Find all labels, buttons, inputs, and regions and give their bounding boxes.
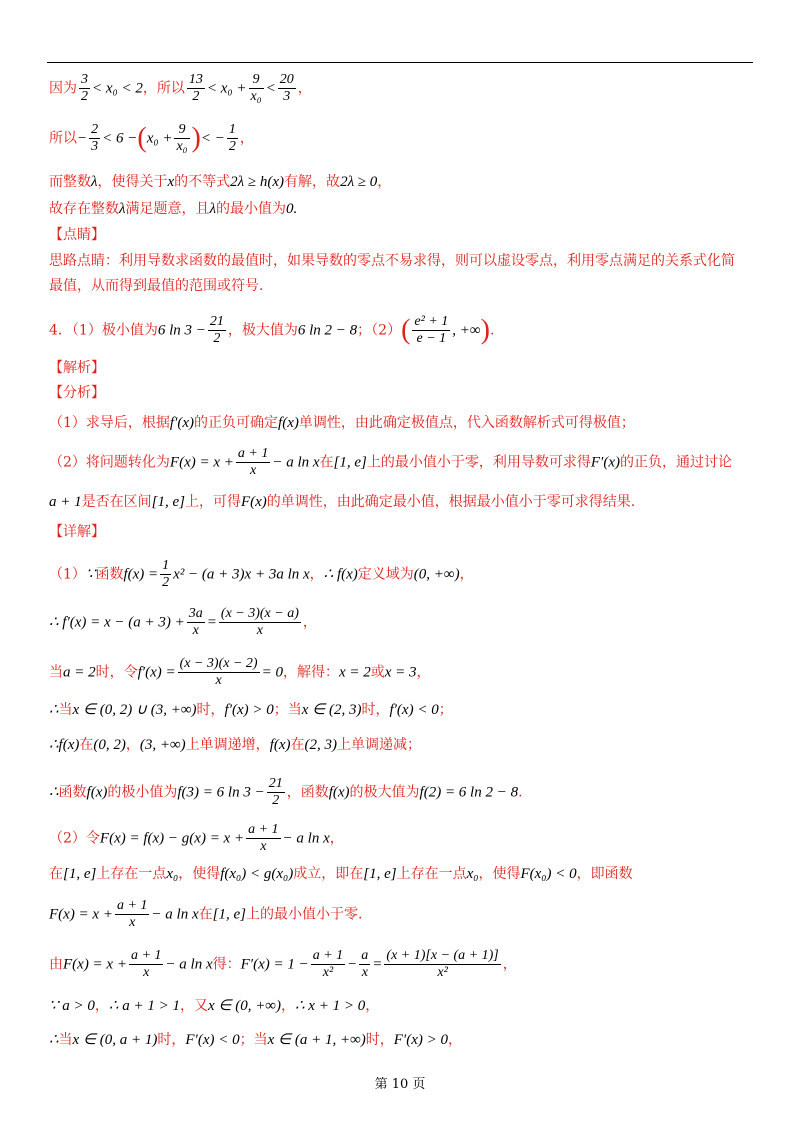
math-expression: [1, e] <box>212 906 246 923</box>
math-expression: x = 3 <box>384 664 417 681</box>
text-span: ， <box>94 998 109 1014</box>
paren-right: ) <box>191 122 201 154</box>
fraction-denominator: 2 <box>192 89 200 104</box>
fraction-denominator: x <box>129 915 136 930</box>
paren: ) <box>480 314 490 346</box>
text-span: ；当 <box>273 702 302 718</box>
math-expression: x ∈ (2, 3) <box>301 702 362 718</box>
fraction-denominator: 3 <box>91 139 99 154</box>
line-23 <box>49 898 362 931</box>
math-expression: (2, 3) <box>304 737 338 753</box>
line-20 <box>49 776 523 809</box>
text-span: 由 <box>49 956 63 973</box>
fraction-numerator: 1 <box>162 558 170 573</box>
line-11 <box>49 413 635 433</box>
math-expression: x₀ <box>466 866 479 882</box>
math-expression: f(x) <box>278 415 299 431</box>
math: x₀ + <box>146 130 173 147</box>
text-span: 当 <box>58 702 73 718</box>
fraction <box>227 122 238 155</box>
math-expression: = 0 <box>261 664 283 681</box>
text-span: ， <box>447 1032 462 1048</box>
text-span: 当 <box>49 664 63 681</box>
text-span: 在 <box>79 737 94 753</box>
math: < x₀ + <box>206 80 247 97</box>
fraction <box>115 898 149 931</box>
text-span: ， <box>416 664 431 681</box>
text-span: 的正负可确定 <box>194 415 279 431</box>
fraction-denominator: x² <box>437 965 448 980</box>
fraction <box>311 948 345 981</box>
fraction-denominator: 2 <box>228 139 236 154</box>
math-expression: F′(x) < 0 <box>185 1032 240 1048</box>
text: ， <box>297 80 312 97</box>
math-expression: (3, +∞) <box>139 737 186 753</box>
fraction <box>160 558 171 591</box>
math: < − <box>200 130 225 147</box>
fraction-numerator: a <box>361 948 369 963</box>
math: < 6 − <box>102 130 138 147</box>
math-expression: ∴ f(x) <box>323 566 358 583</box>
math-expression: ∴ a + 1 > 1 <box>108 998 180 1014</box>
text-span: 时， <box>361 702 390 718</box>
text-span: 上的最小值小于零，利用导数可求得 <box>366 454 591 471</box>
math-expression: f(x) <box>269 737 291 753</box>
line-25 <box>49 996 379 1016</box>
text-span: ， <box>309 566 324 583</box>
text-span: 的极小值为 <box>107 784 178 801</box>
text-span: 上，可得 <box>184 494 241 510</box>
math-expression: ∵ <box>85 566 96 583</box>
math-expression: F′(x) > 0 <box>393 1032 448 1048</box>
text-span: ，解得： <box>282 664 339 681</box>
fraction <box>384 948 500 981</box>
fraction-numerator: 9 <box>249 72 264 89</box>
math-expression: [1, e] <box>333 454 367 471</box>
math: − <box>77 130 88 147</box>
text-span: （1）求导后，根据 <box>49 415 170 431</box>
text-span: 满足题意，且 <box>125 201 210 217</box>
text-span: 【详解】 <box>49 524 105 540</box>
math-expression: 2λ ≥ 0 <box>340 174 378 190</box>
fraction <box>249 72 264 105</box>
math-expression: x ∈ (a + 1, +∞) <box>267 1032 366 1048</box>
text-span: 上存在一点 <box>396 866 467 882</box>
line-21 <box>49 822 344 855</box>
text-span: 得： <box>212 956 241 973</box>
math-expression: f′(x) <box>169 415 195 431</box>
math-expression: ∴ <box>49 702 59 718</box>
text-span: 或 <box>370 664 385 681</box>
text-span: . <box>489 322 495 339</box>
line-26 <box>49 1030 462 1050</box>
fraction-numerator: a + 1 <box>248 822 279 837</box>
text-span: ，使得 <box>178 866 221 882</box>
text: ，所以 <box>142 80 185 97</box>
math-expression: F(x) <box>240 494 267 510</box>
text: ， <box>239 130 254 147</box>
line-22 <box>49 864 633 884</box>
text-span: （2）将问题转化为 <box>49 454 170 471</box>
math-expression: f(x) <box>328 784 350 801</box>
fraction-denominator: x₀ <box>176 139 188 154</box>
text-span: 当 <box>58 1032 73 1048</box>
text-span: 单调性，由此确定极值点，代入函数解析式可得极值； <box>298 415 635 431</box>
text-span: 在 <box>290 737 305 753</box>
text-span: 而整数 <box>49 174 91 190</box>
math: < x₀ < 2 <box>92 80 143 97</box>
math-expression: F(x) = f(x) − g(x) = x + <box>99 830 245 847</box>
page-footer: 第 10 页 <box>374 1077 426 1092</box>
text-span: ， <box>302 614 317 631</box>
math-expression: F′(x) <box>590 454 620 471</box>
text-span: 【分析】 <box>49 385 105 401</box>
text-span: ，极大值为 <box>227 322 298 339</box>
math-expression: (0, 2) <box>93 737 126 753</box>
math-expression: x² − (a + 3)x + 3a ln x <box>173 566 310 583</box>
fraction <box>187 72 205 105</box>
text-span: ，又 <box>179 998 208 1014</box>
math-expression: F(x) = x + <box>63 956 127 973</box>
math-expression: λ <box>209 201 216 217</box>
fraction-numerator: a + 1 <box>130 948 162 963</box>
text-span: 在 <box>319 454 334 471</box>
math-expression: f(x) = <box>123 566 159 583</box>
line-12 <box>49 446 732 479</box>
text-span: 的单调性，由此确定最小值，根据最小值小于零可求得结果. <box>266 494 636 510</box>
fraction-numerator: 3 <box>81 72 88 87</box>
text: 所以 <box>49 130 77 147</box>
line-24 <box>49 948 517 981</box>
math-expression: x <box>167 174 175 190</box>
fraction <box>79 72 90 105</box>
fraction <box>219 606 301 639</box>
line-6 <box>49 251 735 271</box>
text-span: ， <box>502 956 517 973</box>
math-expression: = <box>372 956 383 973</box>
text-span: 时， <box>196 702 225 718</box>
text-span: ，即函数 <box>576 866 633 882</box>
math: < <box>265 80 276 97</box>
math-expression: ∵ a > 0 <box>49 998 95 1014</box>
fraction-numerator: (x − 3)(x − a) <box>220 606 299 621</box>
text-span: 上单调递增， <box>185 737 270 753</box>
paren-left: ( <box>137 122 147 154</box>
fraction-numerator: (x + 1)[x − (a + 1)] <box>386 948 499 963</box>
text-span: ；（2） <box>357 322 402 339</box>
math-expression: a + 1 <box>49 494 82 510</box>
line-3 <box>49 172 391 192</box>
fraction-denominator: 2 <box>213 331 221 346</box>
math-expression: f′(x) < 0 <box>389 702 439 718</box>
fraction-denominator: x <box>250 463 257 478</box>
math-expression: ∴ f′(x) = x − (a + 3) + <box>49 614 185 631</box>
fraction-numerator: 21 <box>268 776 283 791</box>
text-span: 上存在一点 <box>96 866 167 882</box>
fraction <box>236 446 270 479</box>
text-span: 【解析】 <box>49 360 105 376</box>
fraction-denominator: 2 <box>162 575 170 590</box>
text-span: ， <box>459 566 474 583</box>
text-span: 的极大值为 <box>349 784 420 801</box>
math-expression: − a ln x <box>151 906 199 923</box>
fraction-denominator: 2 <box>272 793 280 808</box>
fraction-denominator: x <box>361 965 368 980</box>
math-expression: λ <box>91 174 98 190</box>
text-span: 定义域为 <box>357 566 414 583</box>
math-expression: x ∈ (0, +∞) <box>207 998 281 1014</box>
text-span: 函数 <box>95 566 124 583</box>
fraction-denominator: x <box>256 623 263 638</box>
fraction <box>412 314 450 347</box>
math-expression: ∴ x + 1 > 0 <box>295 998 366 1014</box>
text-span: ，使得 <box>478 866 521 882</box>
math-expression: [1, e] <box>363 866 397 882</box>
line-18 <box>49 700 453 720</box>
text-span: 时，令 <box>95 664 138 681</box>
text-span: 思路点睛：利用导数求函数的最值时，如果导数的零点不易求得，则可以虚设零点，利用零点满足的关系式化简 <box>49 253 735 269</box>
math-expression: − a ln x <box>165 956 213 973</box>
math-expression: f(3) = 6 ln 3 − <box>177 784 265 801</box>
fraction-denominator: x₀ <box>250 89 262 104</box>
text-span: （2）令 <box>49 830 100 847</box>
line-13 <box>49 492 635 512</box>
math-expression: [1, e] <box>63 866 97 882</box>
fraction <box>359 948 370 981</box>
fraction <box>278 72 296 105</box>
answer-line <box>49 314 494 347</box>
line-15 <box>49 558 474 591</box>
fraction-numerator: 13 <box>188 72 203 87</box>
math-expression: x ∈ (0, a + 1) <box>72 1032 158 1048</box>
line-7 <box>49 276 263 296</box>
fraction-numerator: 3a <box>188 606 203 621</box>
section-heading-dianjing <box>49 225 105 245</box>
text-span: ， <box>377 174 392 190</box>
text-span: 在 <box>198 906 213 923</box>
math-expression: f(2) = 6 ln 2 − 8 <box>419 784 519 801</box>
fraction-denominator: 2 <box>81 89 88 104</box>
text-span: ， <box>329 830 344 847</box>
text-span: 时， <box>157 1032 186 1048</box>
paren: ( <box>401 314 411 346</box>
math-expression: 6 ln 2 − 8 <box>297 322 358 339</box>
fraction-numerator: 2 <box>91 122 99 137</box>
math-expression: F(x) = x + <box>169 454 234 471</box>
text-span: 的正负，通过讨论 <box>619 454 732 471</box>
math-expression: λ <box>119 201 126 217</box>
math-expression: f′(x) = <box>137 664 176 681</box>
math-expression: x₀ <box>166 866 179 882</box>
math-expression: − a ln x <box>272 454 320 471</box>
text-span: 成立，即在 <box>293 866 364 882</box>
fraction <box>129 948 163 981</box>
math-expression: x = 2 <box>338 664 371 681</box>
fraction-denominator: e − 1 <box>416 331 447 346</box>
text-span: 上单调递减； <box>337 737 422 753</box>
math-expression: ∴ <box>49 737 59 753</box>
math-expression: 6 ln 3 − <box>157 322 206 339</box>
section-heading-fenxi <box>49 383 105 403</box>
line-17 <box>49 656 431 689</box>
text-span: 【点睛】 <box>49 227 105 243</box>
math-expression: 2λ ≥ h(x) <box>230 174 285 190</box>
math-expression: f(x₀) < g(x₀) <box>220 866 294 882</box>
text-span: （1） <box>49 566 86 583</box>
fraction-denominator: x <box>215 673 222 688</box>
text-span: ； <box>438 702 453 718</box>
fraction <box>208 314 226 347</box>
text: 因为 <box>49 80 77 97</box>
fraction-denominator: x <box>192 623 199 638</box>
fraction-denominator: x <box>260 839 267 854</box>
math-expression: 0. <box>286 201 298 217</box>
text-span: 函数 <box>58 784 87 801</box>
text-span: 的不等式 <box>174 174 231 190</box>
section-heading-jiexi <box>49 358 105 378</box>
math-expression: ∴ <box>49 784 59 801</box>
math-expression: x ∈ (0, 2) ∪ (3, +∞) <box>72 702 197 718</box>
header-rule <box>47 62 753 63</box>
fraction-numerator: a + 1 <box>237 446 269 461</box>
text-span: 有解，故 <box>284 174 341 190</box>
math-expression: F′(x) = 1 − <box>240 956 309 973</box>
math-expression: − a ln x <box>282 830 330 847</box>
line-19 <box>49 735 421 755</box>
fraction-numerator: a + 1 <box>116 898 148 913</box>
math-expression: a = 2 <box>63 664 96 681</box>
fraction <box>267 776 285 809</box>
text-span: ， <box>125 737 140 753</box>
math-expression: , +∞ <box>452 322 481 339</box>
fraction-numerator: 20 <box>279 72 294 87</box>
fraction-numerator: (x − 3)(x − 2) <box>179 656 258 671</box>
text-span: 4．（1）极小值为 <box>49 322 158 339</box>
text-span: ；当 <box>239 1032 268 1048</box>
text-span: ， <box>365 998 380 1014</box>
math-expression: F(x₀) < 0 <box>520 866 577 882</box>
math-expression: = <box>206 614 217 631</box>
fraction <box>89 122 100 155</box>
math-expression: f(x) <box>58 737 80 753</box>
math-expression: f(x) <box>86 784 108 801</box>
fraction <box>246 822 280 855</box>
line-2 <box>49 122 254 155</box>
fraction-denominator: 3 <box>283 89 291 104</box>
fraction-numerator: 21 <box>209 314 224 329</box>
fraction-numerator: 9 <box>174 122 189 139</box>
text-span: ，函数 <box>286 784 329 801</box>
text-span: 故存在整数 <box>49 201 119 217</box>
fraction-denominator: x² <box>322 965 334 980</box>
math-expression: [1, e] <box>151 494 185 510</box>
section-heading-xiangjie <box>49 522 105 542</box>
text-span: 时， <box>365 1032 394 1048</box>
fraction <box>174 122 189 155</box>
math-expression: − <box>347 956 358 973</box>
fraction-numerator: 1 <box>228 122 236 137</box>
text-span: 最值，从而得到最值的范围或符号. <box>49 278 264 294</box>
fraction <box>178 656 260 689</box>
line-4 <box>49 199 297 219</box>
math-expression: F(x) = x + <box>49 906 113 923</box>
math-expression: ∴ <box>49 1032 59 1048</box>
text-span: . <box>518 784 523 801</box>
fraction-denominator: x <box>143 965 150 980</box>
text-span: ，使得关于 <box>97 174 168 190</box>
fraction-numerator: a + 1 <box>312 948 344 963</box>
text-span: 的最小值为 <box>216 201 286 217</box>
text-span: 是否在区间 <box>81 494 152 510</box>
text-span: 上的最小值小于零. <box>245 906 363 923</box>
line-16 <box>49 606 317 639</box>
fraction <box>187 606 205 639</box>
line-1 <box>49 72 312 105</box>
math-expression: (0, +∞) <box>413 566 460 583</box>
text-span: ， <box>281 998 295 1014</box>
text-span: 在 <box>49 866 63 882</box>
math-expression: f′(x) > 0 <box>224 702 274 718</box>
fraction-numerator: e² + 1 <box>414 314 449 329</box>
